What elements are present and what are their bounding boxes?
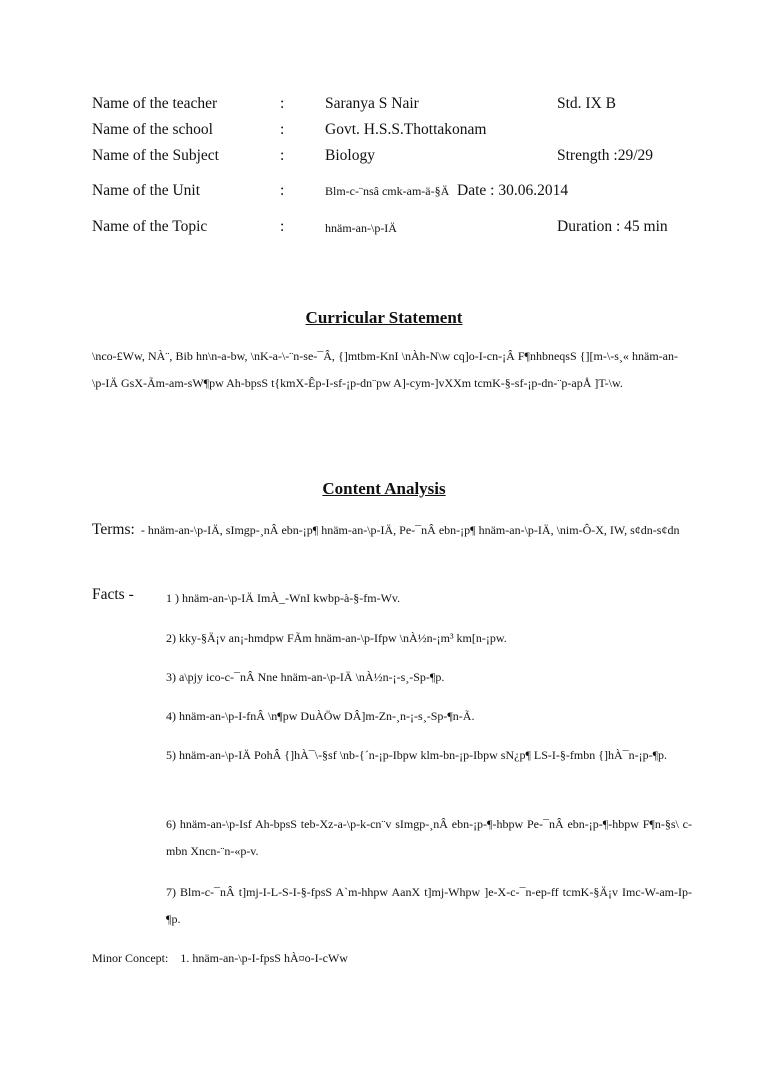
- teacher-label: Name of the teacher: [92, 95, 218, 112]
- minor-concept-text: 1. hnäm-an-\p-I-fpsS hÀ¤o-I-cWw: [180, 951, 348, 965]
- subject-colon: :: [280, 147, 285, 164]
- fact-item: 6) hnäm-an-\p-Isf Ah-bpsS teb-Xz-a-\p-k-cn¨v sImgp-¸nÂ ebn-¡p-¶-hbpw Pe-¯nÂ ebn-¡p-¶-hbpw F¶n-§s\ c-mbn Xncn-¨n-«p-v.: [166, 817, 692, 858]
- curricular-heading: Curricular Statement: [305, 308, 463, 327]
- standard-value: Std. IX B: [557, 95, 616, 112]
- unit-row: [0, 182, 768, 206]
- school-colon: :: [280, 121, 285, 138]
- terms-label: Terms:: [92, 521, 135, 538]
- content-analysis-heading: Content Analysis: [322, 479, 446, 498]
- teacher-row: [0, 95, 768, 119]
- curricular-statement: \nco-£Ww, NÀ¨, Bib hn\n-a-bw, \nK-a-\-¨n-se-¯Â, {]mtbm-KnI \nÀh-N\w cq]o-I-cn-¡Â F¶nhbneqsS {][m-\-s¸« hnäm-an-\p-IÄ GsX-Ãm-am-sW¶pw Ah-bpsS t{kmX-Êp-I-sf-¡p-dn¨pw A]-cym-]vXXm tcmK-§-sf-¡p-dn-¨p-apÅ ]T-\w.: [92, 349, 678, 390]
- date-value: Date : 30.06.2014: [457, 182, 569, 199]
- fact-item: 7) Blm-c-¯nÂ t]mj-I-L-S-I-§-fpsS A`m-hhpw AanX t]mj-Whpw ]e-X-c-¯n-ep-ff tcmK-§Ä¡v Imc-W-am-Ip-¶p.: [166, 885, 692, 926]
- terms-text: - hnäm-an-\p-IÄ, sImgp-¸nÂ ebn-¡p¶ hnäm-an-\p-IÄ, Pe-¯nÂ ebn-¡p¶ hnäm-an-\p-IÄ, \nim-Ô-X, IW, s¢dn-s¢dn: [140, 523, 680, 537]
- fact-item: 3) a\pjy ico-c-¯nÂ Nne hnäm-an-\p-IÄ \nÀ½n-¡-s¸-Sp-¶p.: [166, 670, 445, 684]
- school-value: Govt. H.S.S.Thottakonam: [325, 121, 487, 138]
- fact-item: 5) hnäm-an-\p-IÄ PohÂ {]hÀ¯\-§sf \nb-{´n-¡p-Ibpw klm-bn-¡p-Ibpw sN¿p¶ LS-I-§-fmbn {]hÀ¯n-¡p-¶p.: [166, 748, 668, 762]
- minor-concept: [92, 951, 348, 966]
- topic-colon: :: [280, 218, 285, 235]
- terms-block: [92, 516, 682, 544]
- fact-item: 4) hnäm-an-\p-I-fnÂ \n¶pw DuÀÖw DÂ]m-Zn-¸n-¡-s¸-Sp-¶n-Ã.: [166, 709, 475, 723]
- topic-label: Name of the Topic: [92, 218, 208, 235]
- subject-row: [0, 147, 768, 171]
- fact-item: 2) kky-§Ä¡v an¡-hmdpw FÃm hnäm-an-\p-Ifpw \nÀ½n-¡m³ km[n-¡pw.: [166, 631, 507, 645]
- school-label: Name of the school: [92, 121, 213, 138]
- strength-value: Strength :29/29: [557, 147, 654, 164]
- teacher-value: Saranya S Nair: [325, 95, 419, 112]
- school-row: [0, 121, 768, 145]
- fact-item: 1 ) hnäm-an-\p-IÄ ImÀ_-WnI kwbp-à-§-fm-Wv.: [166, 591, 401, 605]
- duration-value: Duration : 45 min: [557, 218, 668, 235]
- subject-label: Name of the Subject: [92, 147, 219, 164]
- facts-label: Facts -: [92, 586, 134, 603]
- unit-value: [325, 182, 568, 200]
- teacher-colon: :: [280, 95, 285, 112]
- unit-name: Blm-c-¨nsâ cmk-am-ä-§Ä: [325, 184, 450, 198]
- subject-value: Biology: [325, 147, 375, 164]
- topic-row: [0, 218, 768, 242]
- topic-value: hnäm-an-\p-IÄ: [325, 221, 397, 235]
- unit-label: Name of the Unit: [92, 182, 201, 199]
- unit-colon: :: [280, 182, 285, 199]
- minor-concept-label: Minor Concept:: [92, 951, 169, 965]
